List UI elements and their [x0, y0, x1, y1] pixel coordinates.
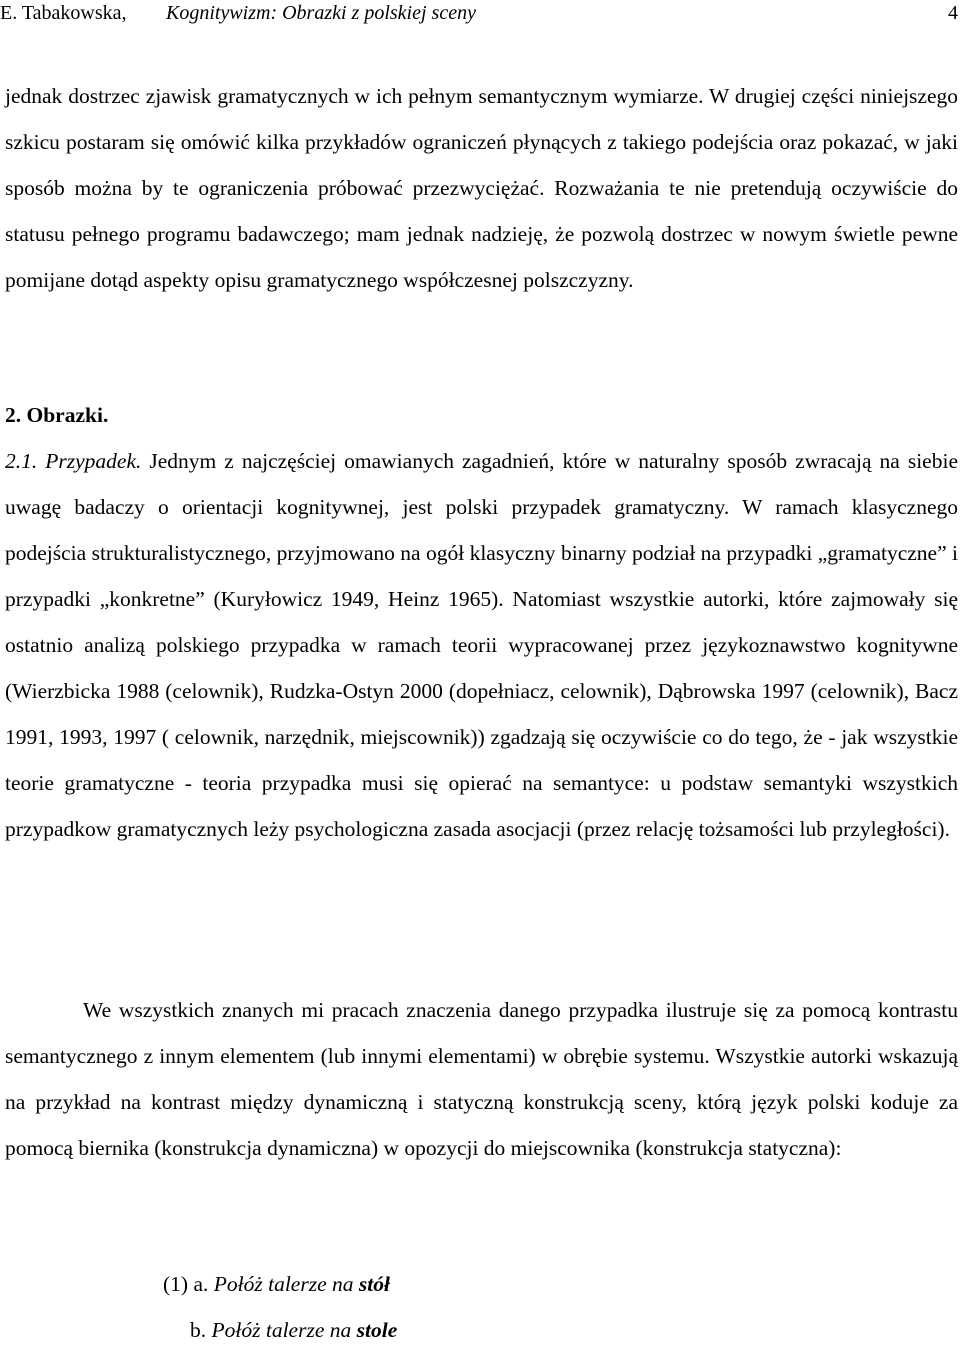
example-label: (1) a. [163, 1272, 209, 1296]
example-text: Połóż talerze na [213, 1272, 354, 1296]
example-text-emphasis: stół [358, 1272, 390, 1296]
header-title: Kognitywizm: Obrazki z polskiej sceny [166, 2, 476, 24]
paragraph-contrast: We wszystkich znanych mi pracach znaczenia danego przypadka ilustruje się za pomocą kontrastu semantycznego z innym elementem (lub innymi elementami) w obrębie systemu. Wszystkie autorki wskazują na przykład na kontrast między dynamiczną i statyczną konstrukcją sceny, którą język polski koduje za pomocą biernika (konstrukcja dynamiczna) w opozycji do miejscownika (konstrukcja statyczna): [5, 998, 958, 1160]
paragraph-case-text: Jednym z najczęściej omawianych zagadnień, które w naturalny sposób zwracają na siebie uwagę badaczy o orientacji kognitywnej, jest polski przypadek gramatyczny. W ramach klasycznego podejścia strukturalistycznego, przyjmowano na ogół klasyczny binarny podział na przypadki „gramatyczne” i przypadki „konkretne” (Kuryłowicz 1949, Heinz 1965). Natomiast wszystkie autorki, które zajmowały się ostatnio analizą polskiego przypadka w ramach teorii wypracowanej przez językoznawstwo kognitywne (Wierzbicka 1988 (celownik), Rudzka-Ostyn 2000 (dopełniacz, celownik), Dąbrowska 1997 (celownik), Bacz 1991, 1993, 1997 ( celownik, narzędnik, miejscownik)) zgadzają się oczywiście co do tego, że - jak wszystkie teorie gramatyczne - teoria przypadka musi się opierać na semantyce: u podstaw semantyki wszystkich przypadkow gramatycznych leży psychologiczna zasada asocjacji (przez relację tożsamości lub przyległości). [5, 449, 958, 841]
subsection-heading: 2.1. Przypadek. [5, 449, 142, 473]
example-label: b. [190, 1318, 207, 1342]
paragraph-intro: jednak dostrzec zjawisk gramatycznych w ich pełnym semantycznym wymiarze. W drugiej części niniejszego szkicu postaram się omówić kilka przykładów ograniczeń płynących z takiego podejścia oraz pokazać, w jaki sposób można by te ograniczenia próbować przezwyciężać. Rozważania te nie pretendują oczywiście do statusu pełnego programu badawczego; mam jednak nadzieję, że pozwolą dostrzec w nowym świetle pewne pomijane dotąd aspekty opisu gramatycznego współczesnej polszczyzny. [5, 84, 958, 292]
example-text-emphasis: stole [356, 1318, 398, 1342]
section-heading: 2. Obrazki. [5, 403, 109, 427]
page-number: 4 [948, 2, 958, 24]
paragraph-case [5, 438, 958, 852]
example-1b [190, 1307, 397, 1353]
header-author: E. Tabakowska, [0, 2, 127, 24]
example-1a [163, 1261, 390, 1307]
example-text: Połóż talerze na [211, 1318, 352, 1342]
